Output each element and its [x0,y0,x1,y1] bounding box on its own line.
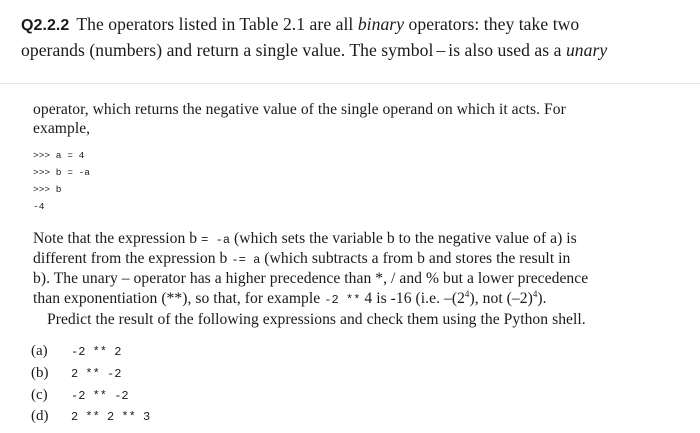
note-line-3: b). The unary – operator has a higher precedence than *, / and % but a lower precedence [33,270,589,287]
exercise-label: (d) [31,408,49,424]
header-emphasis-binary: binary [357,14,405,34]
exercise-expression: 2 ** -2 [71,367,122,381]
note-line-2 [33,250,570,268]
note-line-1 [33,230,577,248]
exercise-label: (c) [31,387,48,403]
note-1-code: = -a [201,233,231,247]
minus-symbol: – [436,40,446,60]
exercise-label: (b) [31,365,49,381]
exercise-expression: -2 ** 2 [71,345,122,359]
code-line-3: >>> b [33,184,62,195]
exercise-expression: -2 ** -2 [71,389,129,403]
header-text-1b: operators: they take two [404,14,580,34]
note-4-code: -2 ** [324,293,361,307]
header-emphasis-unary: unary [565,40,608,60]
note-line-4 [33,290,547,308]
note-4a: than exponentiation (**), so that, for example [33,290,325,307]
exercise-item-d [31,408,150,425]
note-2-code: -= a [231,253,261,267]
intro-line-2: example, [33,120,91,137]
note-4b: 4 is -16 (i.e. –(2 [360,290,465,307]
note-4-sup1: 4 [464,288,470,299]
exercise-expression: 2 ** 2 ** 3 [71,410,151,424]
note-1a: Note that the expression b [33,230,202,247]
predict-line: Predict the result of the following expressions and check them using the Python shell. [47,311,586,328]
note-2a: different from the expression b [33,250,232,267]
exercise-label: (a) [31,343,48,359]
question-line-2 [21,40,607,61]
header-text-2a: operands (numbers) and return a single value. The symbol [21,40,434,60]
note-4c: ), not (–2) [469,290,533,307]
note-1b: (which sets the variable b to the negative value of a) is [230,230,577,247]
question-line-1 [21,14,579,35]
header-text-1a: The operators listed in Table 2.1 are all [76,14,358,34]
question-number: Q2.2.2 [21,17,70,34]
code-output: -4 [33,201,45,212]
exercise-item-a [31,343,121,360]
note-2b: (which subtracts a from b and stores the result in [260,250,571,267]
note-4-sup2: 4 [532,288,538,299]
note-4d: ). [537,290,547,307]
exercise-item-c [31,387,129,404]
intro-line-1: operator, which returns the negative value of the single operand on which it acts. For [33,101,566,118]
exercise-item-b [31,365,121,382]
code-line-2: >>> b = -a [33,167,91,178]
code-line-1: >>> a = 4 [33,150,85,161]
header-text-2b: is also used as a [448,40,566,60]
